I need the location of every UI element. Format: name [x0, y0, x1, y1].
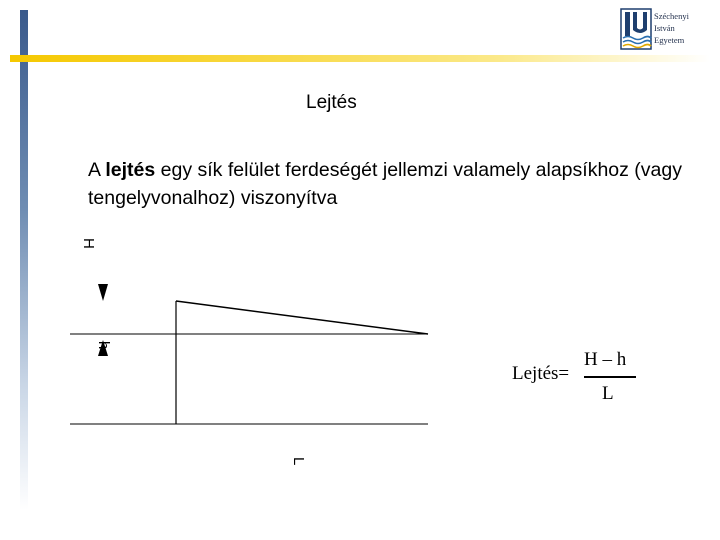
label-L: L — [290, 457, 307, 466]
body-prefix: A — [88, 159, 106, 181]
slope-line — [176, 301, 428, 334]
label-h: h — [95, 341, 112, 350]
formula-denominator: L — [602, 383, 614, 404]
slide-title: Lejtés — [306, 92, 357, 113]
body-bold-term: lejtés — [105, 159, 156, 181]
logo-line-2: István — [654, 23, 675, 33]
formula-numerator: H – h — [584, 349, 627, 370]
slope-formula — [512, 345, 652, 415]
body-rest: egy sík felület ferdeségét jellemzi valamely alapsíkhoz (vagy tengelyvonalhoz) viszonyítva — [88, 159, 682, 209]
formula-label: Lejtés= — [512, 363, 570, 384]
arrow-down-icon — [98, 284, 108, 301]
label-H: H — [80, 238, 97, 249]
fraction-bar — [584, 376, 636, 378]
logo-line-1: Széchenyi — [654, 11, 689, 21]
logo-line-3: Egyetem — [654, 35, 685, 45]
